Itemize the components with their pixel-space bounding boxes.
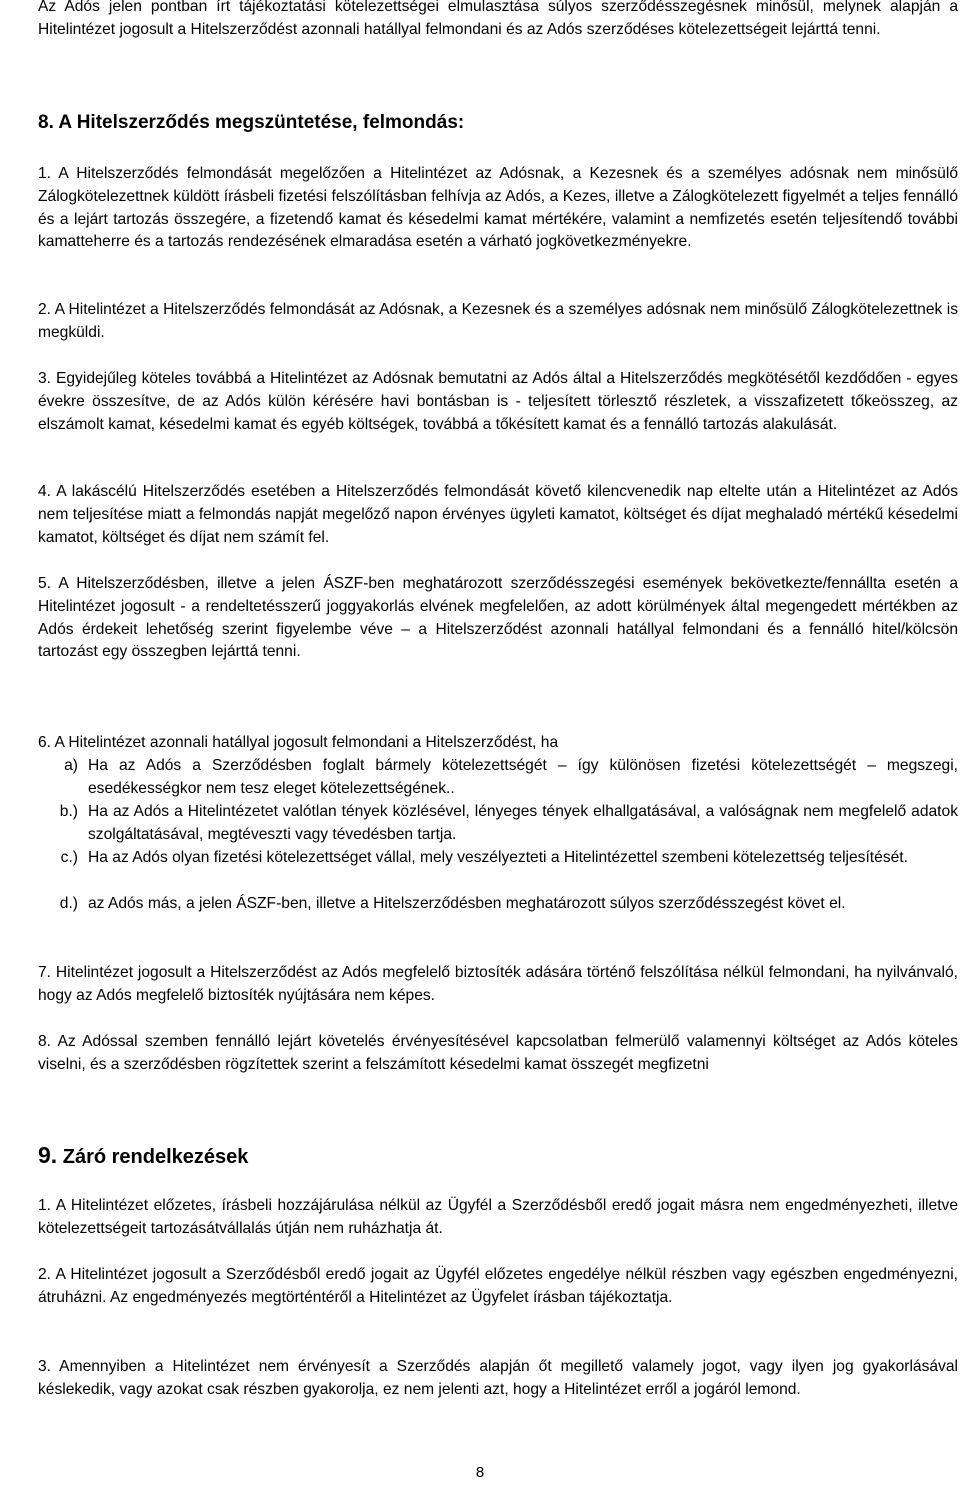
s9-item-3-num: 3. bbox=[38, 1358, 52, 1375]
s8-item-2 bbox=[38, 299, 958, 345]
s8-sub-d bbox=[59, 893, 958, 916]
s8-sub-c-label: c.) bbox=[60, 849, 78, 866]
s8-item-1 bbox=[38, 163, 958, 254]
s9-item-2-text: A Hitelintézet jogosult a Szerződésből eredő jogait az Ügyfél előzetes engedélye nélkül részben vagy egészben engedményezni, átruházni. Az engedményezés megtörténtéről a Hitelintézet az Ügyfelet írásban tájékoztatja. bbox=[38, 1266, 958, 1306]
s8-sub-a-text: Ha az Adós a Szerződésben foglalt bármely kötelezettségét – így különösen fizetési kötelezettségét – megszegi, esedékességkor nem tesz eleget kötelezettségének.. bbox=[88, 757, 958, 797]
s9-item-1 bbox=[38, 1195, 958, 1241]
s8-item-3 bbox=[38, 368, 958, 436]
s8-item-7-text: Hitelintézet jogosult a Hitelszerződést az Adós megfelelő biztosíték adására történő felszólítása nélkül felmondani, ha nyilvánvaló, hogy az Adós megfelelő biztosíték nyújtására nem képes. bbox=[38, 964, 958, 1004]
s8-item-3-num: 3. bbox=[38, 370, 52, 387]
s8-item-4 bbox=[38, 481, 958, 549]
s8-item-1-num: 1. bbox=[38, 165, 52, 182]
s8-sub-b-text: Ha az Adós a Hitelintézetet valótlan tények közlésével, lényeges tények elhallgatásával, a valóságnak nem megfelelő adatok szolgáltatásával, megtéveszti vagy tévedésben tartja. bbox=[88, 803, 958, 843]
s8-item-8 bbox=[38, 1031, 958, 1077]
s9-item-2-num: 2. bbox=[38, 1266, 52, 1283]
s8-sub-d-label: d.) bbox=[59, 895, 78, 912]
s8-item-2-text: A Hitelintézet a Hitelszerződés felmondását az Adósnak, a Kezesnek és a személyes adósnak nem minősülő Zálogkötelezettnek is megküldi. bbox=[38, 301, 958, 341]
s9-item-2 bbox=[38, 1264, 958, 1310]
s8-sub-c-text: Ha az Adós olyan fizetési kötelezettséget vállal, mely veszélyezteti a Hitelintézettel szembeni kötelezettség teljesítését. bbox=[88, 849, 908, 866]
s8-item-3-text: Egyidejűleg köteles továbbá a Hitelintézet az Adósnak bemutatni az Adós által a Hitelszerződés megkötésétől kezdődően - egyes évekre összesítve, de az Adós külön kérésére havi bontásban is - teljesített törlesztő részletek, a visszafizetett tőkeösszeg, az elszámolt kamat, késedelmi kamat és egyéb költségek, továbbá a tőkésített kamat és a fennálló tartozás alakulását. bbox=[38, 370, 958, 433]
s8-sub-d-text: az Adós más, a jelen ÁSZF-ben, illetve a Hitelszerződésben meghatározott súlyos szerződésszegést követ el. bbox=[88, 895, 846, 912]
s8-item-5 bbox=[38, 573, 958, 664]
section-9-title-text: Záró rendelkezések bbox=[62, 1146, 249, 1168]
s8-item-6-text: A Hitelintézet azonnali hatállyal jogosult felmondani a Hitelszerződést, ha bbox=[54, 734, 559, 751]
s8-item-7-num: 7. bbox=[38, 964, 52, 981]
s8-item-4-num: 4. bbox=[38, 483, 52, 500]
s8-item-8-num: 8. bbox=[38, 1033, 52, 1050]
s8-item-5-num: 5. bbox=[38, 575, 52, 592]
s8-sub-b-label: b.) bbox=[59, 803, 78, 820]
s9-item-3 bbox=[38, 1356, 958, 1402]
s9-item-1-num: 1. bbox=[38, 1197, 52, 1214]
s8-item-8-text: Az Adóssal szemben fennálló lejárt követelés érvényesítésével kapcsolatban felmerülő valamennyi költséget az Adós köteles viselni, és a szerződésben rögzítettek szerint a felszámított késedelmi kamat összegét megfizetni bbox=[38, 1033, 958, 1073]
s8-item-7 bbox=[38, 962, 958, 1008]
s8-sub-a-label: a) bbox=[64, 757, 78, 774]
s8-item-2-num: 2. bbox=[38, 301, 52, 318]
s8-item-6-num: 6. bbox=[38, 734, 52, 751]
s8-sub-a bbox=[64, 755, 958, 801]
s8-item-6 bbox=[38, 732, 958, 755]
s8-sub-b bbox=[59, 801, 958, 847]
s8-item-4-text: A lakáscélú Hitelszerződés esetében a Hitelszerződés felmondását követő kilencvenedik nap eltelte után a Hitelintézet az Adós nem teljesítése miatt a felmondás napját megelőző napon érvényes ügyleti kamatot, költséget és díjat meghaladó mértékű késedelmi kamatot, költséget és díjat nem számít fel. bbox=[38, 483, 958, 546]
section-9-title bbox=[38, 1144, 248, 1169]
s9-item-3-text: Amennyiben a Hitelintézet nem érvényesít a Szerződés alapján őt megillető valamely jogot, vagy ilyen jog gyakorlásával késlekedik, vagy azokat csak részben gyakorolja, ez nem jelenti azt, hogy a Hitelintézet erről a jogáról lemond. bbox=[38, 1358, 958, 1398]
page-number: 8 bbox=[475, 1464, 485, 1481]
s9-item-1-text: A Hitelintézet előzetes, írásbeli hozzájárulása nélkül az Ügyfél a Szerződésből eredő jogait másra nem engedményezheti, illetve kötelezettségeit tartozásátvállalás útján nem ruházhatja át. bbox=[38, 1197, 958, 1237]
intro-paragraph: Az Adós jelen pontban írt tájékoztatási kötelezettségei elmulasztása súlyos szerződésszegésnek minősül, melynek alapján a Hitelintézet jogosult a Hitelszerződést azonnali hatállyal felmondani és az Adós szerződéses kötelezettségeit lejárttá tenni. bbox=[38, 0, 958, 38]
s8-item-5-text: A Hitelszerződésben, illetve a jelen ÁSZF-ben meghatározott szerződésszegési események bekövetkezte/fennállta esetén a Hitelintézet jogosult - a rendeltetésszerű joggyakorlás elvének megfelelően, az adott körülmények által megengedett mértékben az Adós érdekeit lehetőség szerint figyelembe véve – a Hitelszerződést azonnali hatállyal felmondani és a fennálló hitel/kölcsön tartozást egy összegben lejárttá tenni. bbox=[38, 575, 958, 661]
s8-item-1-text: A Hitelszerződés felmondását megelőzően a Hitelintézet az Adósnak, a Kezesnek és a személyes adósnak nem minősülő Zálogkötelezettnek küldött írásbeli fizetési felszólításban felhívja az Adós, a Kezes, illetve a Zálogkötelezett figyelmét a teljes fennálló és a lejárt tartozás összegére, a fizetendő kamat és késedelmi kamat mértékére, valamint a nemfizetés esetén teljesítendő további kamatteherre és a tartozás rendezésének elmaradása esetén a várható jogkövetkezményekre. bbox=[38, 165, 958, 251]
section-8-title: 8. A Hitelszerződés megszüntetése, felmondás: bbox=[38, 112, 465, 133]
s8-sub-c bbox=[60, 847, 958, 870]
section-9-number: 9. bbox=[38, 1142, 58, 1168]
